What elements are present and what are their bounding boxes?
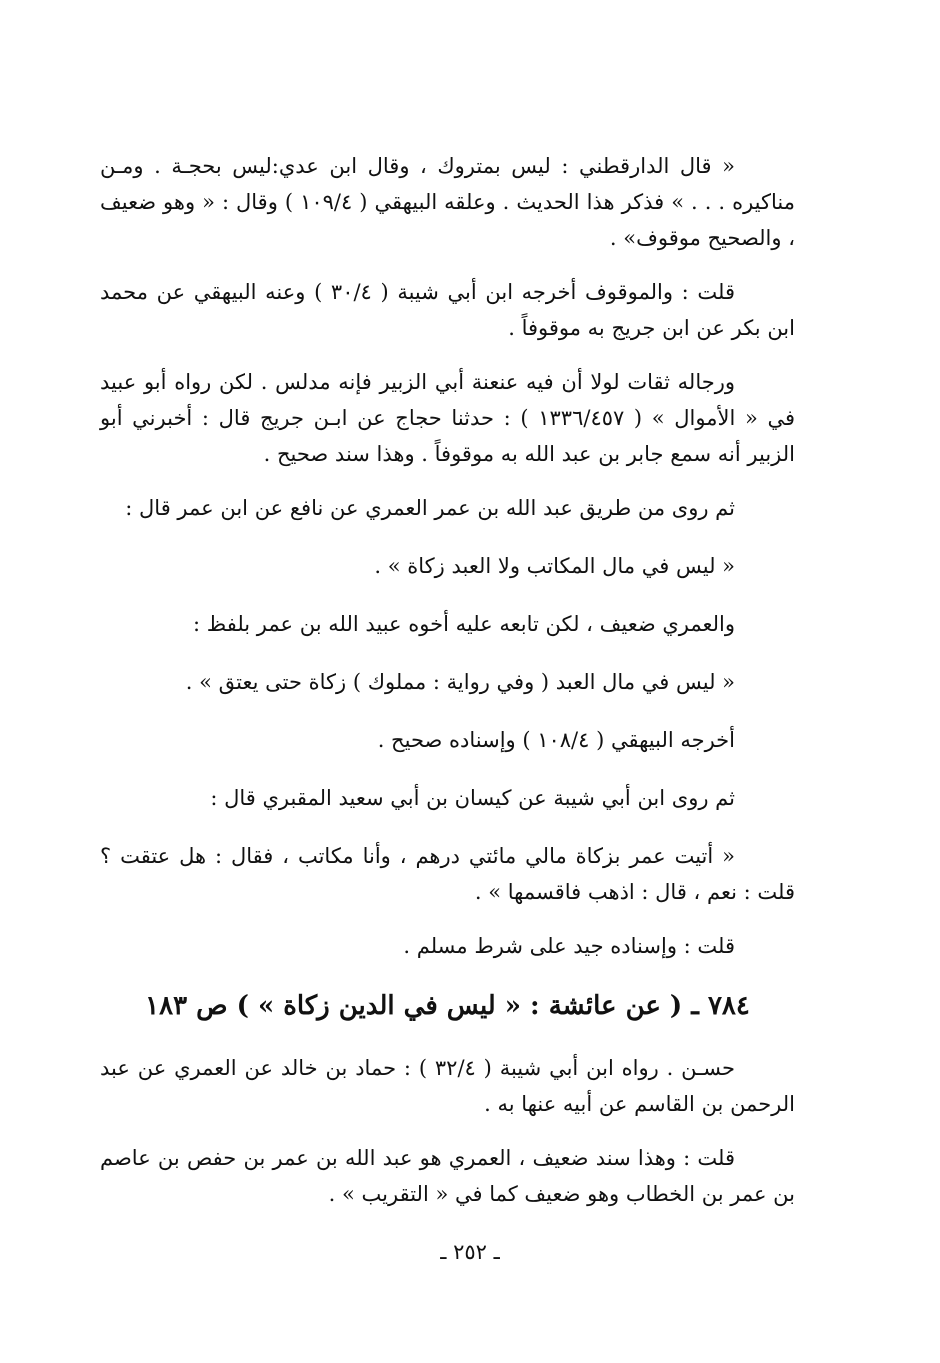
paragraph-umari-weak: والعمري ضعيف ، لكن تابعه عليه أخوه عبيد الله بن عمر بلفظ : (193, 612, 735, 636)
paragraph-umari-route: ثم روى من طريق عبد الله بن عمر العمري عن نافع عن ابن عمر قال : (125, 496, 735, 520)
paragraph-daraqutni: « قال الدارقطني : ليس بمتروك ، وقال ابن عدي:ليس بحجـة . ومـن مناكيره . . . » فذكر هذا الحديث . وعلقه البيهقي ( ١٠٩/٤ ) وقال : « وهو ضعيف ، والصحيح موقوف» . (100, 154, 795, 250)
paragraph-quote-mukatab: « ليس في مال المكاتب ولا العبد زكاة » . (374, 554, 735, 578)
paragraph-kaysan: ثم روى ابن أبي شيبة عن كيسان بن أبي سعيد المقبري قال : (210, 786, 735, 810)
paragraph-weak-sanad: قلت : وهذا سند ضعيف ، العمري هو عبد الله بن عمر بن حفص بن عاصم بن عمر بن الخطاب وهو ضعيف كما في « التقريب » . (100, 1146, 795, 1206)
paragraph-quote-abd: « ليس في مال العبد ( وفي رواية : مملوك ) زكاة حتى يعتق » . (185, 670, 735, 694)
hadith-heading: ٧٨٤ ـ ( عن عائشة : « ليس في الدين زكاة » ) ص ١٨٣ (145, 991, 750, 1021)
paragraph-isnad-muslim: قلت : وإسناده جيد على شرط مسلم . (403, 934, 735, 958)
paragraph-quote-umar: « أتيت عمر بزكاة مالي مائتي درهم ، وأنا مكاتب ، فقال : هل عتقت ؟ قلت : نعم ، قال : اذهب فاقسمها » . (100, 844, 795, 904)
paragraph-rijal: ورجاله ثقات لولا أن فيه عنعنة أبي الزبير فإنه مدلس . لكن رواه أبو عبيد في « الأموال » ( ١٣٣٦/٤٥٧ ) : حدثنا حجاج عن ابـن جريج قال : أخبرني أبو الزبير أنه سمع جابر بن عبد الله به موقوفاً . وهذا سند صحيح . (100, 370, 795, 466)
page-number: ـ ٢٥٢ ـ (440, 1240, 500, 1264)
paragraph-bayhaqi: أخرجه البيهقي ( ١٠٨/٤ ) وإسناده صحيح . (377, 728, 735, 752)
page-body (100, 148, 795, 1230)
paragraph-mawquf: قلت : والموقوف أخرجه ابن أبي شيبة ( ٣٠/٤ ) وعنه البيهقي عن محمد ابن بكر عن ابن جريج به موقوفاً . (100, 280, 795, 340)
paragraph-hasan: حسـن . رواه ابن أبي شيبة ( ٣٢/٤ ) : حماد بن خالد عن العمري عن عبد الرحمن بن القاسم عن أبيه عنها به . (100, 1056, 795, 1116)
